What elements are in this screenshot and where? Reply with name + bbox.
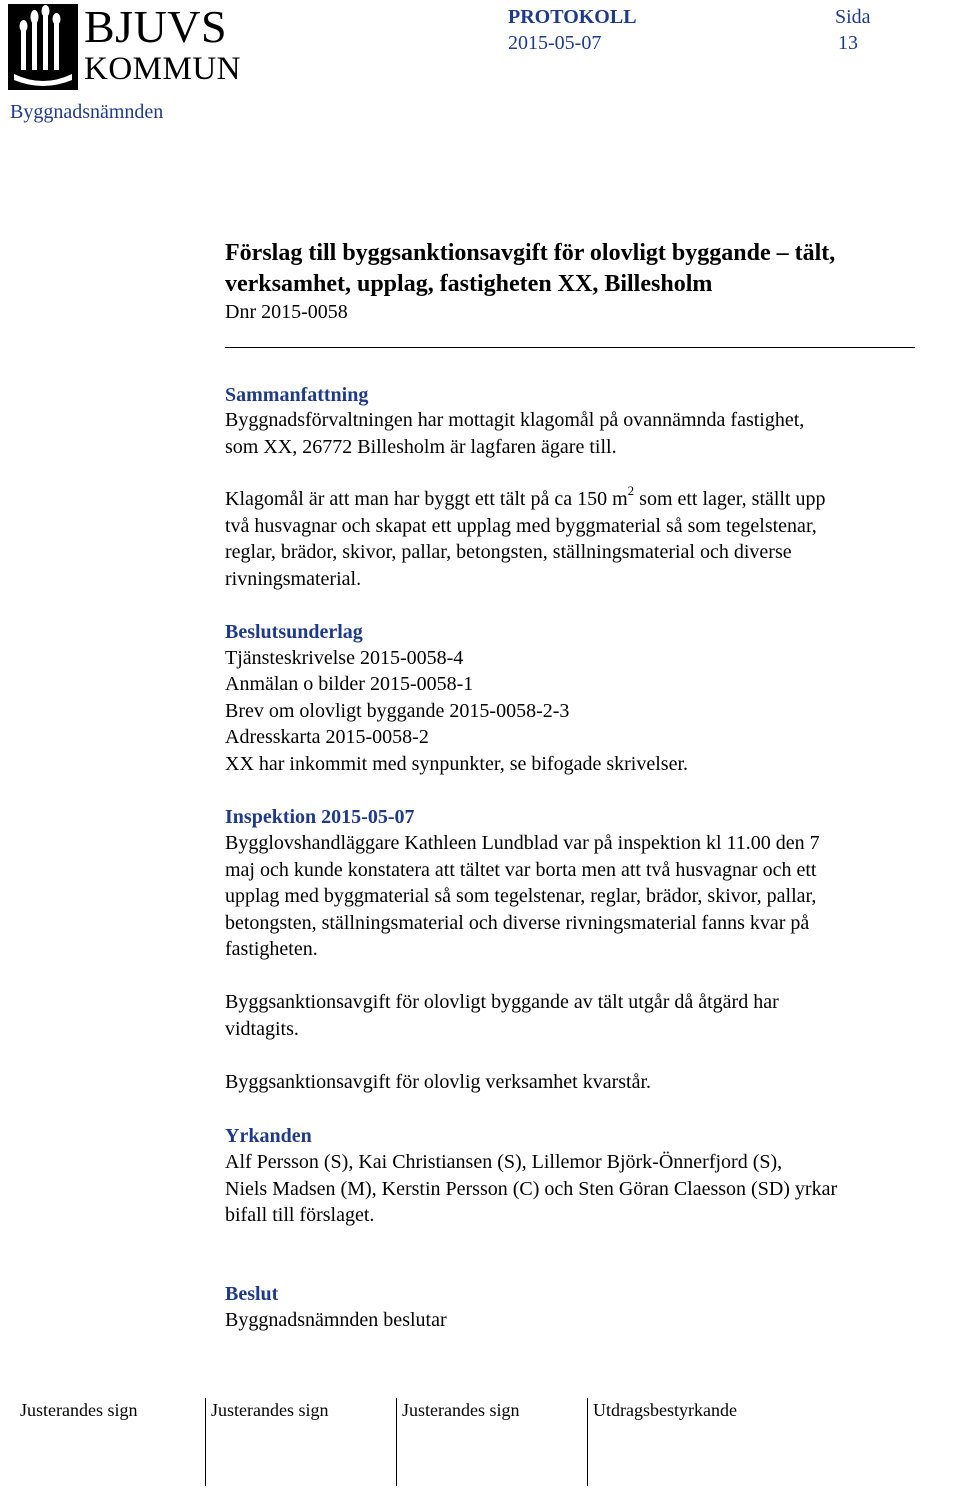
municipality-logo-icon — [8, 4, 78, 90]
basis-item: Tjänsteskrivelse 2015-0058-4 — [225, 647, 464, 669]
title-divider — [225, 347, 915, 348]
superscript: 2 — [627, 483, 635, 499]
document-title-line-2: verksamhet, upplag, fastigheten XX, Billesholm — [225, 271, 713, 297]
document-date: 2015-05-07 — [508, 32, 602, 54]
logo-name: BJUVS — [84, 1, 228, 52]
summary-line: Byggnadsförvaltningen har mottagit klagomål på ovannämnda fastighet, — [225, 409, 805, 431]
signature-label-3: Justerandes sign — [402, 1400, 520, 1420]
complaint-line: reglar, brädor, skivor, pallar, betongsten, ställningsmaterial och diverse — [225, 541, 792, 563]
page-number: 13 — [838, 32, 858, 54]
fee-tent-line: vidtagits. — [225, 1018, 299, 1040]
complaint-line: rivningsmaterial. — [225, 568, 362, 590]
claims-heading: Yrkanden — [225, 1125, 312, 1147]
complaint-text: Klagomål är att man har byggt ett tält på ca 150 m — [225, 488, 628, 510]
inspection-line: maj och kunde konstatera att tältet var borta men att två husvagnar och ett — [225, 859, 817, 881]
case-number: Dnr 2015-0058 — [225, 301, 348, 323]
fee-business-line: Byggsanktionsavgift för olovlig verksamhet kvarstår. — [225, 1071, 652, 1093]
inspection-heading: Inspektion 2015-05-07 — [225, 806, 415, 828]
summary-line: som XX, 26772 Billesholm är lagfaren ägare till. — [225, 436, 617, 458]
complaint-line-1 — [225, 483, 925, 513]
fee-tent-line: Byggsanktionsavgift för olovligt byggande av tält utgår då åtgärd har — [225, 991, 779, 1013]
claims-line: Niels Madsen (M), Kerstin Persson (C) och Sten Göran Claesson (SD) yrkar — [225, 1178, 838, 1200]
signature-divider — [205, 1398, 206, 1486]
claims-line: bifall till förslaget. — [225, 1204, 375, 1226]
claims-line: Alf Persson (S), Kai Christiansen (S), Lillemor Björk-Önnerfjord (S), — [225, 1151, 783, 1173]
signature-label-2: Justerandes sign — [211, 1400, 329, 1420]
complaint-line: två husvagnar och skapat ett upplag med byggmaterial så som tegelstenar, — [225, 515, 817, 537]
decision-heading: Beslut — [225, 1283, 279, 1305]
page-label: Sida — [835, 6, 871, 28]
document-type: PROTOKOLL — [508, 6, 637, 28]
signature-divider — [587, 1398, 588, 1486]
inspection-line: Bygglovshandläggare Kathleen Lundblad var på inspektion kl 11.00 den 7 — [225, 832, 820, 854]
decision-text: Byggnadsnämnden beslutar — [225, 1309, 447, 1331]
signature-divider — [396, 1398, 397, 1486]
organization-name: Byggnadsnämnden — [10, 101, 164, 123]
basis-item: Brev om olovligt byggande 2015-0058-2-3 — [225, 700, 570, 722]
basis-item: Adresskarta 2015-0058-2 — [225, 726, 429, 748]
inspection-line: upplag med byggmaterial så som tegelstenar, reglar, brädor, skivor, pallar, — [225, 885, 817, 907]
basis-item: Anmälan o bilder 2015-0058-1 — [225, 673, 474, 695]
inspection-line: fastigheten. — [225, 938, 318, 960]
inspection-line: betongsten, ställningsmaterial och diverse rivningsmaterial fanns kvar på — [225, 912, 810, 934]
document-title-line-1: Förslag till byggsanktionsavgift för olovligt byggande – tält, — [225, 240, 836, 266]
basis-heading: Beslutsunderlag — [225, 621, 363, 643]
signature-label-4: Utdragsbestyrkande — [593, 1400, 737, 1420]
logo-subtitle: KOMMUN — [84, 51, 242, 87]
complaint-text: som ett lager, ställt upp — [634, 488, 826, 510]
signature-label-1: Justerandes sign — [20, 1400, 138, 1420]
basis-item: XX har inkommit med synpunkter, se bifogade skrivelser. — [225, 753, 688, 775]
summary-heading: Sammanfattning — [225, 384, 369, 406]
